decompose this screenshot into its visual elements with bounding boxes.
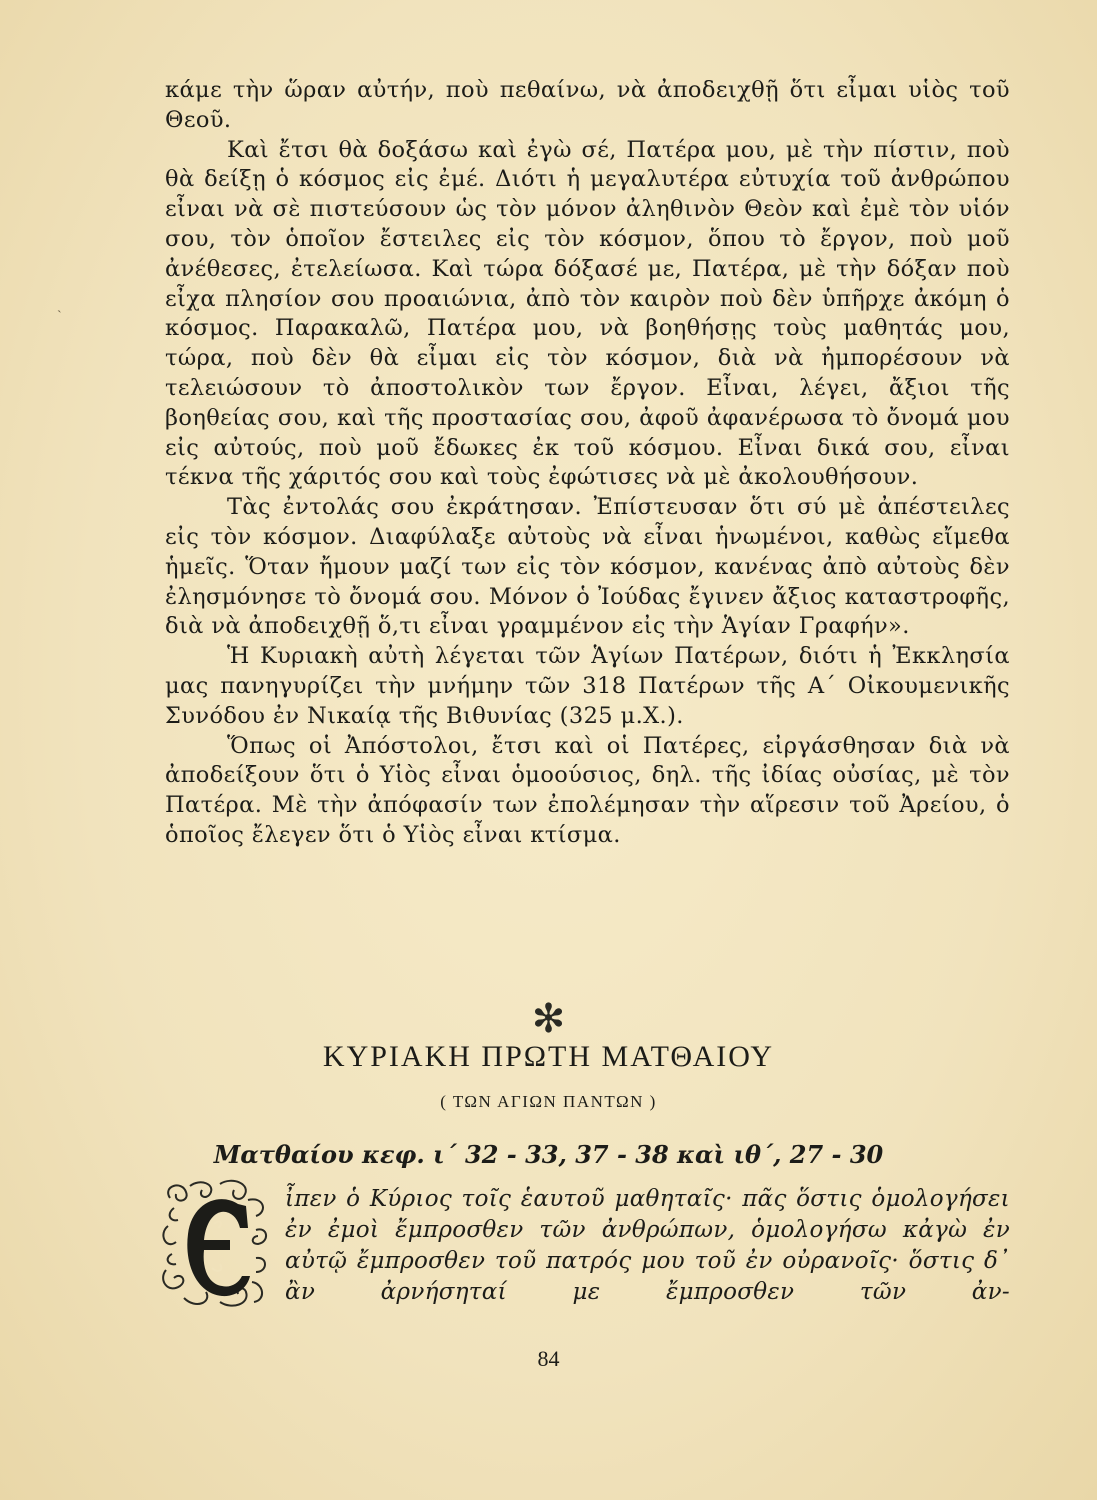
paragraph-continuation: κάμε τὴν ὥραν αὐτήν, ποὺ πεθαίνω, νὰ ἀποδειχθῇ ὅτι εἶμαι υἱὸς τοῦ Θεοῦ.: [165, 77, 1010, 133]
page-number: 84: [537, 1346, 560, 1371]
body-text: [165, 76, 1010, 851]
paragraph-commandments: Τὰς ἐντολάς σου ἐκράτησαν. Ἐπίστευσαν ὅτι σύ μὲ ἀπέστειλες εἰς τὸν κόσμον. Διαφύλαξε αὐτοὺς νὰ εἶναι ἡνωμένοι, καθὼς εἴμεθα ἡμεῖς. Ὅταν ἤμουν μαζί των εἰς τὸν κόσμον, κανένας ἀπὸ αὐτοὺς δὲν ἐλησμόνησε τὸ ὄνομά σου. Μόνον ὁ Ἰούδας ἔγινεν ἄξιος καταστροφῆς, διὰ νὰ ἀποδειχθῇ ὅ,τι εἶναι γραμμένον εἰς τὴν Ἁγίαν Γραφήν».: [165, 494, 1010, 640]
paragraph-fathers-sunday: Ἡ Κυριακὴ αὐτὴ λέγεται τῶν Ἁγίων Πατέρων, διότι ἡ Ἐκκλησία μας πανηγυρίζει τὴν μνήμην τῶν 318 Πατέρων τῆς Α΄ Οἰκουμενικῆς Συνόδου ἐν Νικαίᾳ τῆς Βιθυνίας (325 μ.Χ.).: [165, 643, 1010, 729]
section-subtitle: ( ΤΩΝ ΑΓΙΩΝ ΠΑΝΤΩΝ ): [440, 1092, 657, 1111]
ornamental-dropcap: [160, 1178, 272, 1310]
dropcap-ornament-icon: [160, 1178, 272, 1310]
gospel-text: ἶπεν ὁ Κύριος τοῖς ἑαυτοῦ μαθηταῖς· πᾶς ὅστις ὁμολογήσει ἐν ἐμοὶ ἔμπροσθεν τῶν ἀνθρώπων, ὁμολογήσω κἀγὼ ἐν αὐτῷ ἔμπροσθεν τοῦ πατρός μου τοῦ ἐν οὐρανοῖς· ὅστις δ᾽ ἂν ἀρνήσηταί με ἔμπροσθεν τῶν ἀν-: [285, 1186, 1010, 1305]
section-separator-ornament: ✻: [531, 996, 566, 1042]
margin-mark: ˴: [57, 302, 62, 318]
paragraph-prayer: Καὶ ἔτσι θὰ δοξάσω καὶ ἐγὼ σέ, Πατέρα μου, μὲ τὴν πίστιν, ποὺ θὰ δείξῃ ὁ κόσμος εἰς ἐμέ. Διότι ἡ μεγαλυτέρα εὐτυχία τοῦ ἀνθρώπου εἶναι νὰ σὲ πιστεύσουν ὡς τὸν μόνον ἀληθινὸν Θεὸν καὶ ἐμὲ τὸν υἱόν σου, τὸν ὁποῖον ἔστειλες εἰς τὸν κόσμον, ὅπου τὸ ἔργον, ποὺ μοῦ ἀνέθεσες, ἐτελείωσα. Καὶ τώρα δόξασέ με, Πατέρα, μὲ τὴν δόξαν ποὺ εἶχα πλησίον σου προαιώνια, ἀπὸ τὸν καιρὸν ποὺ δὲν ὑπῆρχε ἀκόμη ὁ κόσμος. Παρακαλῶ, Πατέρα μου, νὰ βοηθήσῃς τοὺς μαθητάς μου, τώρα, ποὺ δὲν θὰ εἶμαι εἰς τὸν κόσμον, διὰ νὰ ἠμπορέσουν νὰ τελειώσουν τὸ ἀποστολικὸν των ἔργον. Εἶναι, λέγει, ἄξιοι τῆς βοηθείας σου, καὶ τῆς προστασίας σου, ἀφοῦ ἀφανέρωσα τὸ ὄνομά μου εἰς αὐτούς, ποὺ μοῦ ἔδωκες ἐκ τοῦ κόσμου. Εἶναι δικά σου, εἶναι τέκνα τῆς χάριτός σου καὶ τοὺς ἐφώτισες νὰ μὲ ἀκολουθήσουν.: [165, 136, 1010, 491]
scripture-reference: Ματθαίου κεφ. ι΄ 32 - 33, 37 - 38 καὶ ιθ΄, 27 - 30: [213, 1140, 884, 1169]
paragraph-arius: Ὅπως οἱ Ἀπόστολοι, ἔτσι καὶ οἱ Πατέρες, εἰργάσθησαν διὰ νὰ ἀποδείξουν ὅτι ὁ Υἱὸς εἶναι ὁμοούσιος, δηλ. τῆς ἰδίας οὐσίας, μὲ τὸν Πατέρα. Μὲ τὴν ἀπόφασίν των ἐπολέμησαν τὴν αἵρεσιν τοῦ Ἀρείου, ὁ ὁποῖος ἔλεγεν ὅτι ὁ Υἱὸς εἶναι κτίσμα.: [165, 732, 1010, 848]
section-title: ΚΥΡΙΑΚΗ ΠΡΩΤΗ ΜΑΤΘΑΙΟΥ: [322, 1040, 775, 1073]
